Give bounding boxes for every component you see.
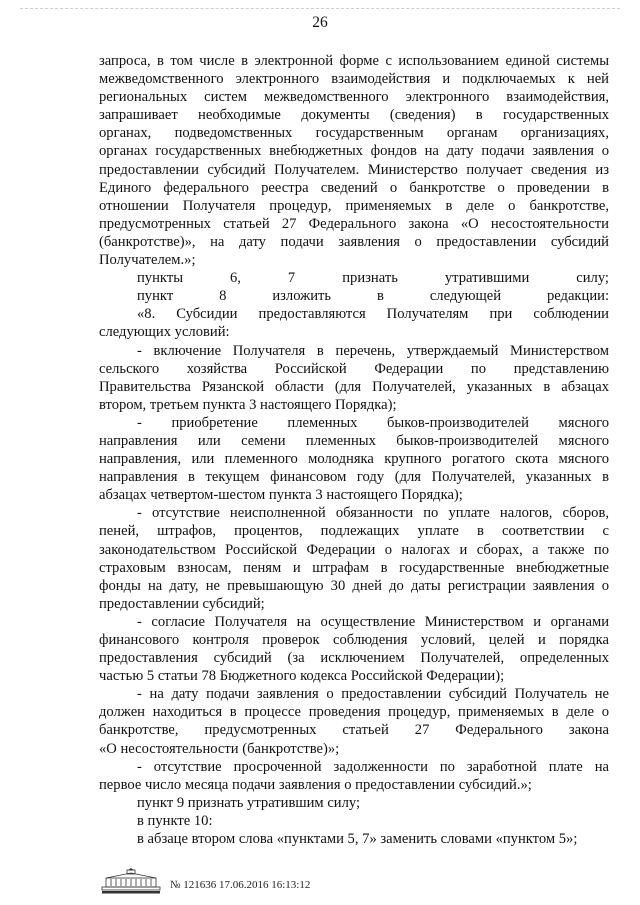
text-line: в абзаце втором слова «пунктами 5, 7» заменить словами «пунктом 5»;: [137, 831, 578, 848]
text-line: должен находиться в процессе проведения процедур, применяемых в деле о: [99, 704, 609, 721]
text-line: - отсутствие просроченной задолженности по заработной плате на: [137, 758, 609, 775]
text-line: пункт 9 признать утратившим силу;: [137, 794, 361, 811]
text-line: абзацах четвертом-шестом пункта 3 настоящего Порядка);: [99, 487, 463, 504]
text-line: страховым взносам, пеням и штрафам в государственные внебюджетные: [99, 559, 609, 576]
text-line: фонды на дату, не превышающую 30 дней до даты регистрации заявления о: [99, 577, 609, 594]
text-line: Единого федерального реестра сведений о банкротстве о проведении в: [99, 179, 609, 196]
text-line: следующих условий:: [99, 324, 230, 341]
text-line: Правительства Рязанской области (для Получателей, указанных в абзацах: [99, 378, 609, 395]
text-line: направления, или племенного молодняка крупного рогатого скота мясного: [99, 451, 609, 468]
text-line: пункты 6, 7 признать утратившими силу;: [137, 270, 609, 287]
text-line: пеней, штрафов, процентов, подлежащих уплате в соответствии с: [99, 523, 609, 540]
text-line: предоставлении субсидий;: [99, 595, 265, 612]
text-line: направления или семени племенных быков-производителей мясного: [99, 432, 609, 449]
text-line: предусмотренных статьей 27 Федерального закона «О несостоятельности: [99, 215, 609, 232]
text-line: органах, подведомственных государственным органам организациях,: [99, 125, 609, 142]
text-line: направления в текущем финансовом году (для Получателей, указанных в: [99, 469, 609, 486]
document-footer: [100, 868, 360, 896]
text-line: - включение Получателя в перечень, утверждаемый Министерством: [137, 342, 609, 359]
text-line: пункт 8 изложить в следующей редакции:: [137, 288, 609, 305]
text-line: втором, третьем пункта 3 настоящего Порядка);: [99, 396, 397, 413]
scan-header-marks: [20, 8, 620, 11]
government-building-logo-icon: [100, 868, 162, 894]
text-line: органах государственных внебюджетных фондов на дату подачи заявления о: [99, 143, 609, 160]
text-line: предоставлении субсидий Получателем. Министерство получает сведения из: [99, 161, 609, 178]
text-line: финансового контроля проверок соблюдения условий, целей и порядка: [99, 632, 609, 648]
text-line: частью 5 статьи 78 Бюджетного кодекса Российской Федерации);: [99, 668, 505, 685]
text-line: «О несостоятельности (банкротстве)»;: [99, 740, 340, 757]
text-line: «8. Субсидии предоставляются Получателям при соблюдении: [137, 306, 609, 323]
text-line: - на дату подачи заявления о предоставлении субсидий Получатель не: [137, 686, 609, 703]
text-line: (банкротстве)», на дату подачи заявления о предоставлении субсидий: [99, 233, 609, 250]
text-line: - отсутствие неисполненной обязанности по уплате налогов, сборов,: [137, 505, 609, 522]
text-line: запроса, в том числе в электронной форме с использованием единой системы: [99, 53, 609, 69]
text-line: Получателем.»;: [99, 252, 196, 269]
document-body: [99, 52, 609, 848]
text-line: запрашивает необходимые документы (сведения) в государственных: [99, 107, 609, 124]
text-line: банкротстве, предусмотренных статьей 27 Федерального закона: [99, 722, 609, 739]
text-line: - приобретение племенных быков-производителей мясного: [137, 414, 609, 431]
text-line: отношении Получателя процедур, применяемых в деле о банкротстве,: [99, 197, 609, 214]
text-line: - согласие Получателя на осуществление Министерством и органами: [137, 613, 609, 630]
text-line: первое число месяца подачи заявления о предоставлении субсидий.»;: [99, 776, 532, 793]
text-line: предоставления субсидий (за исключением Получателей, определенных: [99, 650, 609, 667]
page-number: 26: [312, 14, 328, 31]
text-line: законодательством Российской Федерации о налогах и сборах, а также по: [99, 541, 609, 558]
text-line: сельского хозяйства Российской Федерации по представлению: [99, 360, 609, 377]
text-line: в пункте 10:: [137, 812, 213, 829]
text-line: межведомственного электронного взаимодействия и подключаемых к ней: [99, 71, 609, 88]
registration-stamp: № 121636 17.06.2016 16:13:12: [170, 879, 311, 891]
text-line: региональных систем межведомственного электронного взаимодействия,: [99, 89, 609, 106]
